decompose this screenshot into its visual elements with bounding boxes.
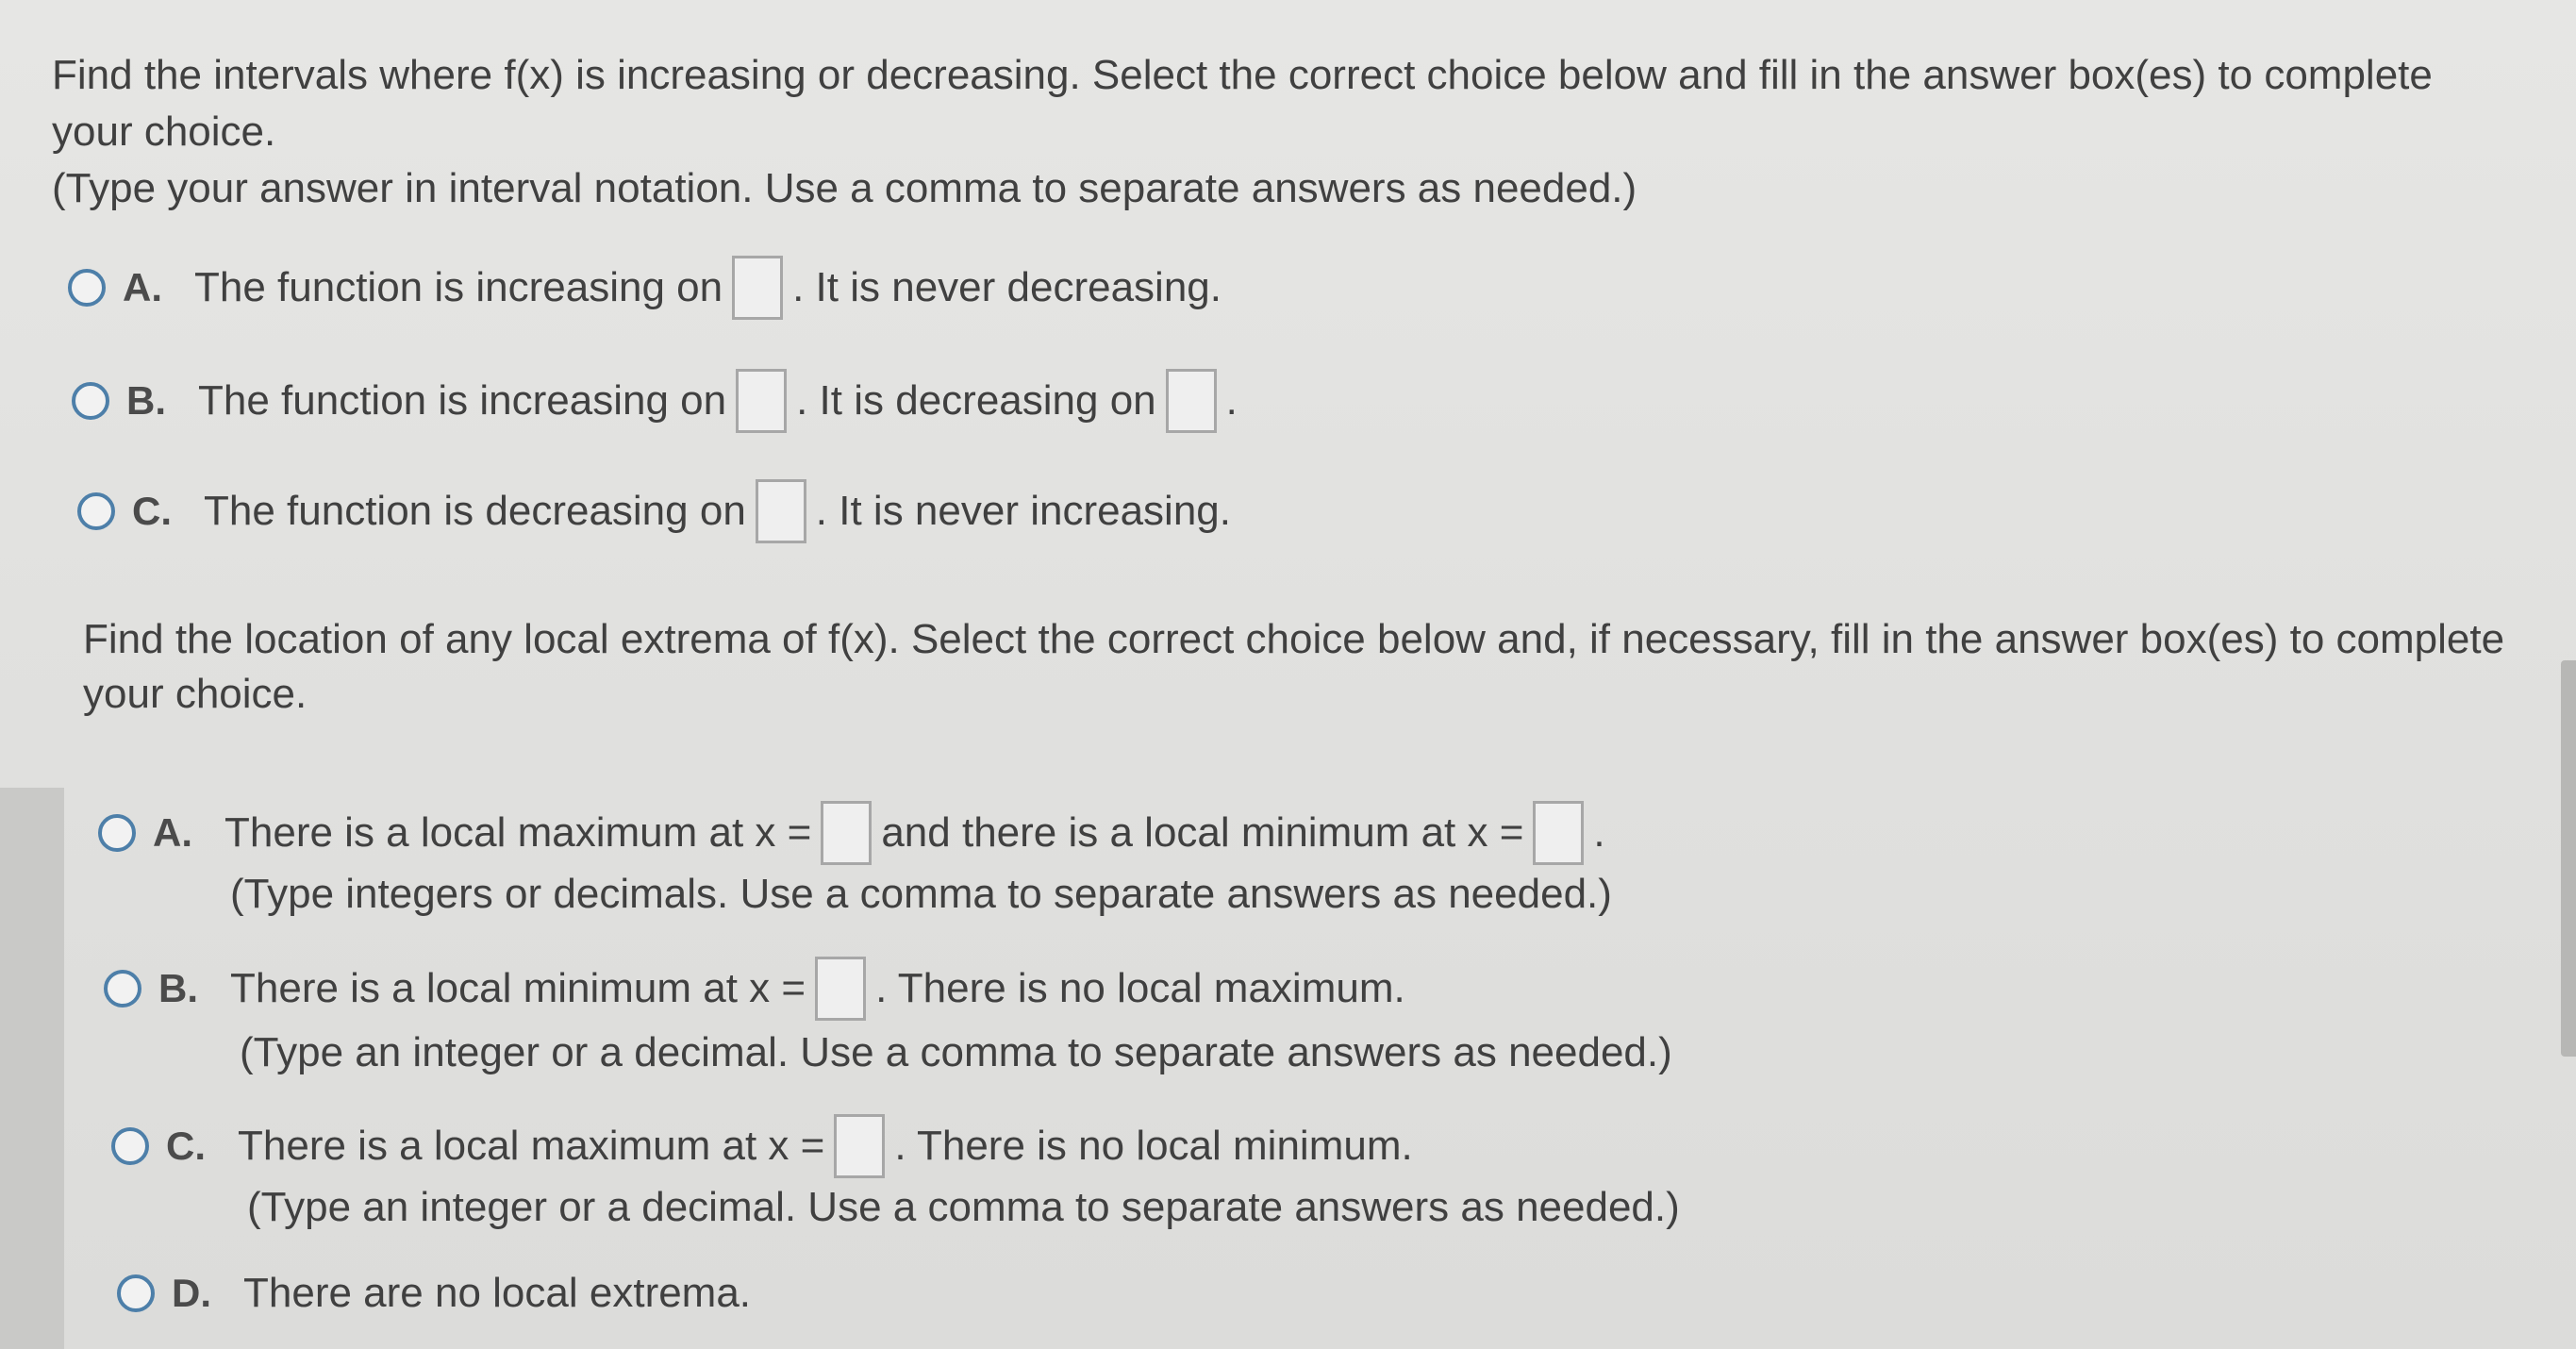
q2-choice-b-answer-box[interactable]	[815, 957, 866, 1021]
q1-choice-c-text-after: . It is never increasing.	[815, 488, 1231, 534]
q2-choice-d-letter: D.	[172, 1271, 211, 1315]
q2-choice-b-text-before: There is a local minimum at x =	[230, 965, 806, 1011]
q1-choice-b-decreasing-box[interactable]	[1166, 369, 1217, 433]
q2-choice-c-letter: C.	[166, 1124, 206, 1168]
q2-choice-a-letter: A.	[153, 810, 192, 855]
q2-choice-c-text-before: There is a local maximum at x =	[238, 1123, 825, 1169]
q2-choice-b[interactable]	[104, 956, 1405, 1022]
q2-choice-a-text-before: There is a local maximum at x =	[224, 809, 812, 856]
q1-choice-a-letter: A.	[123, 265, 162, 309]
q2-choice-d-radio[interactable]	[117, 1274, 155, 1312]
q2-choice-c-answer-box[interactable]	[834, 1114, 885, 1178]
q2-choice-b-text-after: . There is no local maximum.	[875, 965, 1405, 1011]
q2-choice-d[interactable]	[117, 1260, 751, 1326]
q1-instruction: (Type your answer in interval notation. Use a comma to separate answers as needed.)	[52, 165, 1637, 211]
q2-choice-a-minimum-box[interactable]	[1533, 801, 1584, 865]
q1-choice-a-radio[interactable]	[68, 269, 106, 307]
q1-choice-b-increasing-box[interactable]	[736, 369, 787, 433]
q2-choice-d-text: There are no local extrema.	[243, 1270, 752, 1316]
q2-choice-c-hint: (Type an integer or a decimal. Use a comma to separate answers as needed.)	[247, 1184, 1680, 1230]
q1-choice-c-letter: C.	[132, 489, 172, 533]
q1-choice-a-text-before: The function is increasing on	[194, 264, 723, 310]
q2-choice-a-hint: (Type integers or decimals. Use a comma to separate answers as needed.)	[230, 871, 1612, 917]
q2-prompt-line2: your choice.	[83, 671, 307, 717]
q2-choice-c-text-after: . There is no local minimum.	[894, 1123, 1413, 1169]
q1-choice-c-answer-box[interactable]	[756, 479, 806, 543]
q2-choice-c-radio[interactable]	[111, 1127, 149, 1165]
q2-choice-b-radio[interactable]	[104, 970, 141, 1008]
q2-choice-a-maximum-box[interactable]	[821, 801, 872, 865]
q1-prompt-line1: Find the intervals where f(x) is increasing or decreasing. Select the correct choice below and fill in the answer box(es) to complete	[52, 52, 2433, 98]
q1-choice-a-text-after: . It is never decreasing.	[792, 264, 1222, 310]
q1-choice-b-radio[interactable]	[72, 382, 109, 420]
q1-choice-b[interactable]	[72, 368, 1238, 434]
q1-choice-b-text-before: The function is increasing on	[198, 377, 727, 424]
q1-choice-a-answer-box[interactable]	[732, 256, 783, 320]
q1-choice-b-text-middle: . It is decreasing on	[796, 377, 1156, 424]
q1-choice-b-letter: B.	[126, 378, 166, 423]
q1-choice-c-radio[interactable]	[77, 492, 115, 530]
q2-choice-a-text-middle: and there is a local minimum at x =	[881, 809, 1524, 856]
q2-choice-b-hint: (Type an integer or a decimal. Use a comma to separate answers as needed.)	[240, 1029, 1672, 1075]
q1-prompt-line2: your choice.	[52, 108, 276, 155]
q1-choice-c-text-before: The function is decreasing on	[204, 488, 746, 534]
q1-choice-c[interactable]	[77, 478, 1231, 544]
q2-choice-a[interactable]	[98, 800, 1605, 866]
q1-choice-a[interactable]	[68, 255, 1222, 321]
q2-choice-c[interactable]	[111, 1113, 1413, 1179]
q2-prompt-line1: Find the location of any local extrema of f(x). Select the correct choice below and, if necessary, fill in the answer box(es) to complete	[83, 616, 2505, 662]
q2-choice-b-letter: B.	[158, 966, 198, 1010]
q2-choice-a-text-after: .	[1593, 809, 1605, 856]
q2-choice-a-radio[interactable]	[98, 814, 136, 852]
q1-choice-b-text-after: .	[1225, 377, 1238, 424]
